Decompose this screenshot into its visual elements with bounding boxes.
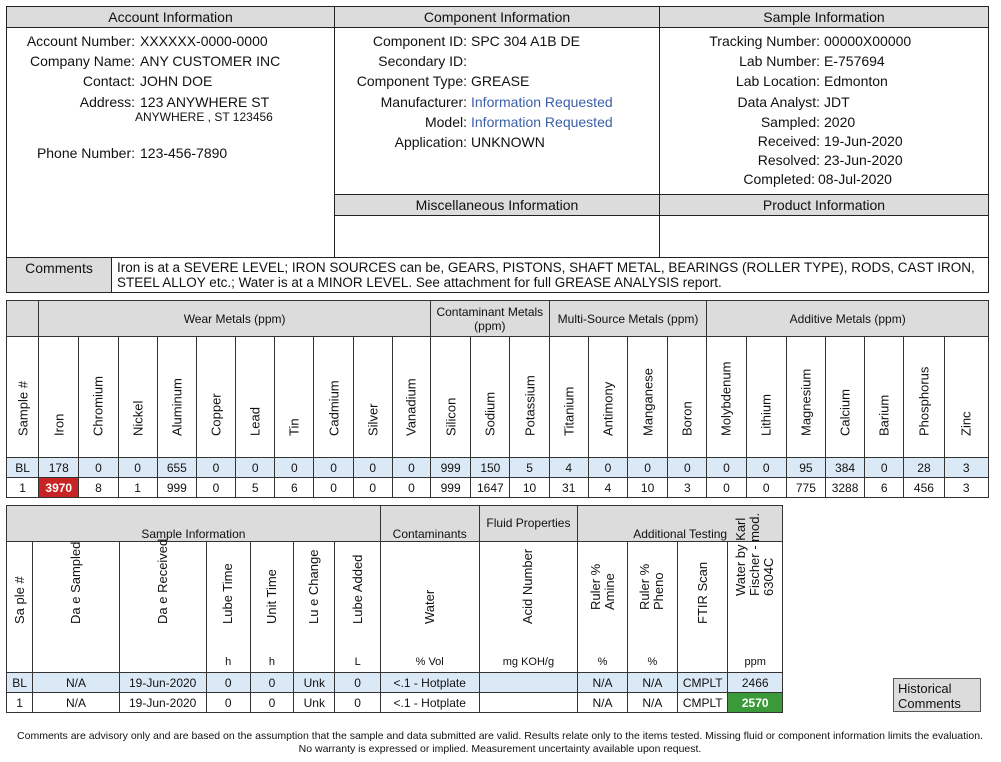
metals-cell-titanium: 4 bbox=[549, 458, 588, 478]
account-info-box bbox=[6, 6, 335, 258]
sample-info-group: Sample Information bbox=[7, 506, 381, 542]
metals-cell-aluminum: 655 bbox=[157, 458, 196, 478]
application-label: Application: bbox=[394, 134, 467, 150]
testing-cell-lube-time: 0 bbox=[206, 693, 250, 713]
testing-cell-ruler-amine: N/A bbox=[578, 673, 627, 693]
metals-cell-manganese: 0 bbox=[628, 458, 668, 478]
testing-col-acid-number: Acid Number mg KOH/g bbox=[479, 542, 578, 673]
testing-cell-lube-time: 0 bbox=[206, 673, 250, 693]
testing-col-da-e-received: Da e Received bbox=[119, 542, 206, 673]
testing-cell-unit-time: 0 bbox=[250, 693, 293, 713]
testing-cell-ruler-amine: N/A bbox=[578, 693, 627, 713]
metals-col-molybdenum: Molybdenum bbox=[707, 337, 746, 458]
sampled-value: 2020 bbox=[824, 114, 856, 130]
metals-cell-nickel: 0 bbox=[118, 458, 157, 478]
metals-cell-barium: 0 bbox=[865, 458, 904, 478]
metals-col-lithium: Lithium bbox=[746, 337, 786, 458]
metals-col-tin: Tin bbox=[275, 337, 314, 458]
metals-col-chromium: Chromium bbox=[79, 337, 118, 458]
metals-cell-calcium: 3288 bbox=[825, 478, 864, 498]
table-row bbox=[7, 478, 989, 498]
misc-info-box bbox=[334, 194, 660, 258]
wear-metals-group: Wear Metals (ppm) bbox=[39, 301, 431, 337]
data-analyst: JDT bbox=[824, 94, 850, 110]
testing-unit: % bbox=[647, 656, 658, 668]
testing-cell-da-e-received: 19-Jun-2020 bbox=[119, 693, 206, 713]
component-id: SPC 304 A1B DE bbox=[471, 33, 580, 49]
testing-col-da-e-sampled: Da e Sampled bbox=[33, 542, 120, 673]
testing-col-sa-ple: Sa ple # bbox=[7, 542, 33, 673]
testing-cell-sa-ple: BL bbox=[7, 673, 33, 693]
testing-unit: mg KOH/g bbox=[502, 656, 555, 668]
metals-cell-calcium: 384 bbox=[825, 458, 864, 478]
testing-col-water-by-karl-fischer-mod-6304c: Water by Karl Fischer - mod. 6304C ppm bbox=[728, 542, 783, 673]
testing-cell-ruler-pheno: N/A bbox=[627, 693, 677, 713]
metals-cell-manganese: 10 bbox=[628, 478, 668, 498]
metals-cell-zinc: 3 bbox=[944, 458, 988, 478]
metals-cell-iron: 178 bbox=[39, 458, 79, 478]
contaminant-metals-group: Contaminant Metals (ppm) bbox=[431, 301, 550, 337]
metals-cell-boron: 3 bbox=[668, 478, 707, 498]
manufacturer-value: Information Requested bbox=[471, 94, 613, 110]
metals-table bbox=[6, 300, 989, 498]
data-analyst-label: Data Analyst: bbox=[737, 94, 820, 110]
tracking-number: 00000X00000 bbox=[824, 33, 912, 49]
multi-source-metals-group: Multi-Source Metals (ppm) bbox=[549, 301, 707, 337]
testing-cell-acid-number bbox=[479, 693, 578, 713]
manufacturer-label: Manufacturer: bbox=[380, 94, 467, 110]
metals-cell-phosphorus: 28 bbox=[904, 458, 944, 478]
model-label: Model: bbox=[424, 114, 467, 130]
component-type-label: Component Type: bbox=[356, 73, 467, 89]
sample-info-box bbox=[659, 6, 989, 195]
testing-cell-lube-added: 0 bbox=[335, 693, 380, 713]
testing-unit: ppm bbox=[744, 656, 766, 668]
table-row bbox=[7, 693, 783, 713]
table-row bbox=[7, 458, 989, 478]
metals-cell-vanadium: 0 bbox=[392, 458, 430, 478]
testing-unit: L bbox=[354, 656, 361, 668]
company-name: ANY CUSTOMER INC bbox=[140, 53, 281, 69]
metals-cell-iron: 3970 bbox=[39, 478, 79, 498]
testing-unit: h bbox=[268, 656, 276, 668]
metals-col-copper: Copper bbox=[196, 337, 235, 458]
contaminants-group: Contaminants bbox=[380, 506, 479, 542]
testing-unit: h bbox=[225, 656, 232, 668]
component-type: GREASE bbox=[471, 73, 530, 89]
metals-cell-phosphorus: 456 bbox=[904, 478, 944, 498]
misc-info-header: Miscellaneous Information bbox=[335, 195, 659, 216]
account-info-header: Account Information bbox=[7, 7, 334, 28]
testing-unit: % bbox=[597, 656, 608, 668]
testing-cell-ruler-pheno: N/A bbox=[627, 673, 677, 693]
historical-comments-button[interactable]: Historical Comments bbox=[893, 678, 981, 712]
metals-col-manganese: Manganese bbox=[628, 337, 668, 458]
metals-cell-copper: 0 bbox=[196, 478, 235, 498]
table-row bbox=[7, 673, 783, 693]
testing-cell-lu-e-change: Unk bbox=[294, 673, 335, 693]
metals-cell-vanadium: 0 bbox=[392, 478, 430, 498]
testing-col-water: Water % Vol bbox=[380, 542, 479, 673]
sample-info-header: Sample Information bbox=[660, 7, 988, 28]
testing-col-ftir-scan: FTIR Scan bbox=[678, 542, 728, 673]
address-line-1: 123 ANYWHERE ST bbox=[140, 94, 270, 110]
metals-col-barium: Barium bbox=[865, 337, 904, 458]
address-line-2: ANYWHERE , ST 123456 bbox=[135, 110, 273, 124]
contact-name: JOHN DOE bbox=[140, 73, 213, 89]
account-number-label: Account Number: bbox=[26, 33, 135, 49]
metals-cell-sample: 1 bbox=[7, 478, 39, 498]
metals-col-aluminum: Aluminum bbox=[157, 337, 196, 458]
product-info-box bbox=[659, 194, 989, 258]
component-id-label: Component ID: bbox=[372, 33, 467, 49]
phone-label: Phone Number: bbox=[36, 145, 135, 161]
metals-cell-molybdenum: 0 bbox=[707, 478, 746, 498]
metals-cell-lead: 5 bbox=[236, 478, 275, 498]
secondary-id-label: Secondary ID: bbox=[378, 53, 467, 69]
metals-cell-nickel: 1 bbox=[118, 478, 157, 498]
testing-cell-ftir-scan: CMPLT bbox=[678, 693, 728, 713]
tracking-label: Tracking Number: bbox=[709, 33, 820, 49]
metals-col-calcium: Calcium bbox=[825, 337, 864, 458]
testing-cell-water-by-karl-fischer-mod-6304c: 2570 bbox=[728, 693, 783, 713]
metals-cell-chromium: 0 bbox=[79, 458, 118, 478]
received-label: Received: bbox=[757, 133, 820, 149]
metals-cell-magnesium: 95 bbox=[786, 458, 825, 478]
metals-cell-antimony: 4 bbox=[588, 478, 627, 498]
metals-col-sample: Sample # bbox=[7, 337, 39, 458]
metals-cell-barium: 6 bbox=[865, 478, 904, 498]
metals-col-silicon: Silicon bbox=[431, 337, 471, 458]
metals-cell-magnesium: 775 bbox=[786, 478, 825, 498]
testing-cell-water: <.1 - Hotplate bbox=[380, 673, 479, 693]
testing-unit: % Vol bbox=[415, 656, 444, 668]
contact-label: Contact: bbox=[82, 73, 135, 89]
testing-col-ruler-pheno: Ruler % Pheno % bbox=[627, 542, 677, 673]
address-label: Address: bbox=[79, 94, 135, 110]
testing-cell-water-by-karl-fischer-mod-6304c: 2466 bbox=[728, 673, 783, 693]
component-info-header: Component Information bbox=[335, 7, 659, 28]
resolved-value: 23-Jun-2020 bbox=[824, 152, 903, 168]
testing-cell-da-e-sampled: N/A bbox=[33, 673, 120, 693]
metals-col-cadmium: Cadmium bbox=[314, 337, 353, 458]
metals-cell-lead: 0 bbox=[236, 458, 275, 478]
resolved-label: Resolved: bbox=[757, 152, 820, 168]
completed-label: Completed: bbox=[743, 171, 815, 187]
metals-cell-tin: 6 bbox=[275, 478, 314, 498]
testing-col-lube-added: Lube Added L bbox=[335, 542, 380, 673]
completed-value: 08-Jul-2020 bbox=[818, 171, 892, 187]
testing-col-ruler-amine: Ruler % Amine % bbox=[578, 542, 627, 673]
testing-col-unit-time: Unit Time h bbox=[250, 542, 293, 673]
fluid-properties-group: Fluid Properties bbox=[479, 506, 578, 542]
metals-col-lead: Lead bbox=[236, 337, 275, 458]
metals-cell-sodium: 1647 bbox=[471, 478, 510, 498]
comments-text: Iron is at a SEVERE LEVEL; IRON SOURCES can be, GEARS, PISTONS, SHAFT METAL, BEARINGS (ROLLER TYPE), RODS, CAST IRON, STEEL ALLOY etc.; Water is at a MINOR LEVEL. See attachment for full GREASE ANALYSIS report. bbox=[117, 260, 975, 290]
metals-cell-silver: 0 bbox=[353, 458, 392, 478]
metals-cell-silicon: 999 bbox=[431, 478, 471, 498]
metals-col-iron: Iron bbox=[39, 337, 79, 458]
metals-cell-cadmium: 0 bbox=[314, 458, 353, 478]
company-label: Company Name: bbox=[29, 53, 135, 69]
lab-location: Edmonton bbox=[824, 73, 888, 89]
testing-cell-da-e-sampled: N/A bbox=[33, 693, 120, 713]
metals-col-boron: Boron bbox=[668, 337, 707, 458]
metals-cell-cadmium: 0 bbox=[314, 478, 353, 498]
metals-cell-copper: 0 bbox=[196, 458, 235, 478]
testing-col-lu-e-change: Lu e Change bbox=[294, 542, 335, 673]
metals-cell-sodium: 150 bbox=[471, 458, 510, 478]
sampled-label: Sampled: bbox=[760, 114, 820, 130]
metals-col-silver: Silver bbox=[353, 337, 392, 458]
metals-cell-potassium: 5 bbox=[510, 458, 549, 478]
lab-location-label: Lab Location: bbox=[735, 73, 820, 89]
model-value: Information Requested bbox=[471, 114, 613, 130]
phone-number: 123-456-7890 bbox=[140, 145, 228, 161]
metals-col-potassium: Potassium bbox=[510, 337, 549, 458]
metals-col-magnesium: Magnesium bbox=[786, 337, 825, 458]
metals-cell-zinc: 3 bbox=[944, 478, 988, 498]
testing-cell-da-e-received: 19-Jun-2020 bbox=[119, 673, 206, 693]
testing-cell-ftir-scan: CMPLT bbox=[678, 673, 728, 693]
metals-col-phosphorus: Phosphorus bbox=[904, 337, 944, 458]
additional-testing-group: Additional Testing bbox=[578, 506, 783, 542]
metals-col-sodium: Sodium bbox=[471, 337, 510, 458]
metals-cell-silicon: 999 bbox=[431, 458, 471, 478]
received-value: 19-Jun-2020 bbox=[824, 133, 903, 149]
comments-box bbox=[6, 257, 989, 293]
metals-cell-silver: 0 bbox=[353, 478, 392, 498]
component-info-box bbox=[334, 6, 660, 195]
metals-col-titanium: Titanium bbox=[549, 337, 588, 458]
testing-cell-water: <.1 - Hotplate bbox=[380, 693, 479, 713]
lab-number-label: Lab Number: bbox=[739, 53, 820, 69]
testing-cell-sa-ple: 1 bbox=[7, 693, 33, 713]
metals-cell-boron: 0 bbox=[668, 458, 707, 478]
additive-metals-group: Additive Metals (ppm) bbox=[707, 301, 989, 337]
metals-cell-lithium: 0 bbox=[746, 478, 786, 498]
testing-cell-lube-added: 0 bbox=[335, 673, 380, 693]
metals-cell-antimony: 0 bbox=[588, 458, 627, 478]
metals-col-antimony: Antimony bbox=[588, 337, 627, 458]
testing-table bbox=[6, 505, 783, 713]
metals-cell-sample: BL bbox=[7, 458, 39, 478]
testing-cell-lu-e-change: Unk bbox=[294, 693, 335, 713]
testing-cell-acid-number bbox=[479, 673, 578, 693]
metals-cell-molybdenum: 0 bbox=[707, 458, 746, 478]
metals-cell-titanium: 31 bbox=[549, 478, 588, 498]
metals-cell-chromium: 8 bbox=[79, 478, 118, 498]
footer-disclaimer: Comments are advisory only and are based on the assumption that the sample and data submitted are valid. Results relate only to the items tested. Missing fluid or component information limits the evaluation. No warranty is expressed or implied. Measurement uncertainty available upon request. bbox=[17, 730, 983, 755]
account-number: XXXXXX-0000-0000 bbox=[140, 33, 268, 49]
application-value: UNKNOWN bbox=[471, 134, 545, 150]
metals-cell-aluminum: 999 bbox=[157, 478, 196, 498]
testing-col-lube-time: Lube Time h bbox=[206, 542, 250, 673]
metals-cell-potassium: 10 bbox=[510, 478, 549, 498]
metals-col-nickel: Nickel bbox=[118, 337, 157, 458]
metals-col-zinc: Zinc bbox=[944, 337, 988, 458]
lab-number: E-757694 bbox=[824, 53, 885, 69]
testing-cell-unit-time: 0 bbox=[250, 673, 293, 693]
metals-col-vanadium: Vanadium bbox=[392, 337, 430, 458]
comments-label: Comments bbox=[7, 258, 112, 292]
product-info-header: Product Information bbox=[660, 195, 988, 216]
metals-cell-tin: 0 bbox=[275, 458, 314, 478]
metals-cell-lithium: 0 bbox=[746, 458, 786, 478]
